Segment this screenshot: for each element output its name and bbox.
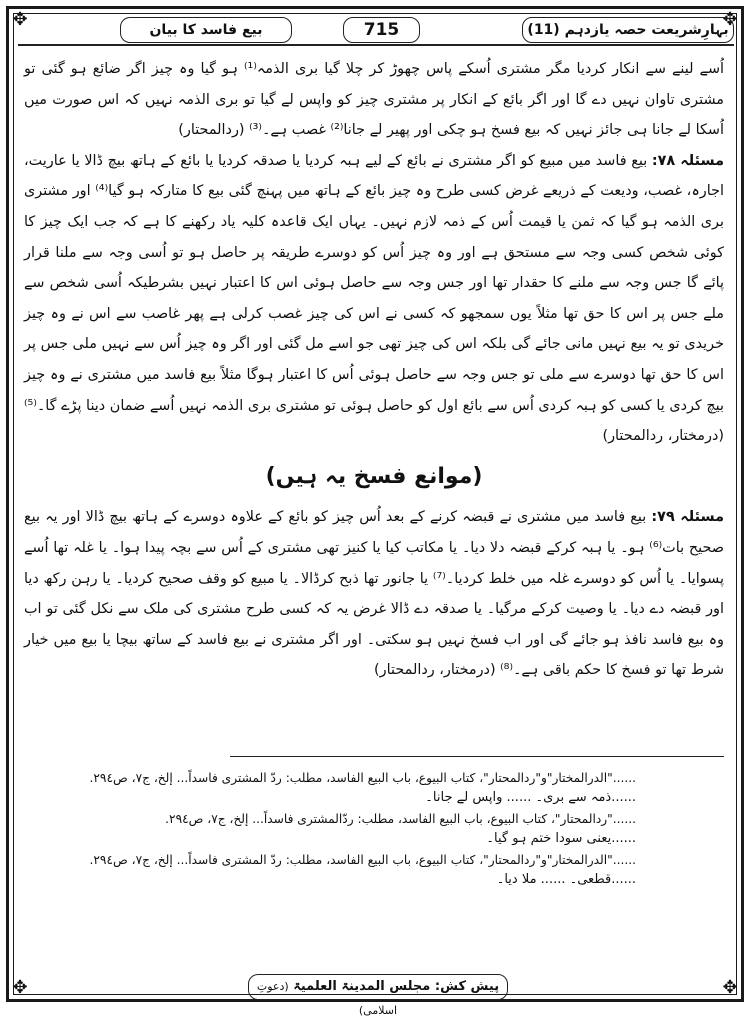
- footnote: ......ذمہ سے بری۔ ...... واپس لے جانا۔: [425, 790, 636, 806]
- main-text: [24, 54, 724, 686]
- footnote: ......"ردالمحتار"، کتاب البیوع، باب البیع الفاسد، مطلب: ردّالمشتری فاسداً... إلخ، ج۷، ص۲۹٤.: [165, 811, 636, 826]
- paragraph-text: بیع فاسد میں مبیع کو اگر مشتری نے بائع کے لیے ہبہ کردیا یا صدقہ کردیا یا بائع کے ہاتھ بیچ ڈالا یا عاریت، اجارہ، غصب، ودیعت کے ذریعے غرض کسی طرح وہ چیز بائع کے ہاتھ میں پہنچ گئی بیع کا متارکہ ہو گیا⁽⁴⁾ اور مشتری بری الذمہ ہو گیا کہ ثمن یا قیمت اُس کے ذمہ لازم نہیں۔ یہاں ایک قاعدہ کلیہ یاد رکھنے کا ہے کہ جب ایک چیز کا کوئی شخص کسی وجہ سے مستحق ہے اور وہ چیز اُس کو دوسرے طریقہ پر حاصل ہو تو اُسی وجہ سے ملنا قرار پائے گا جس وجہ سے ملنے کا حقدار تھا اور جس وجہ سے حاصل ہوئی اس کا اعتبار نہیں بشرطیکہ اُسی شخص سے ملے جس پر اس کا حق تھا مثلاً یوں سمجھو کہ کسی نے اس کی چیز غصب کرلی ہے پھر غاصب سے اس نے وہ چیز خریدی تو یہ بیع نہیں مانی جائے گی بلکہ اس کی چیز تھی جو اسے مل گئی اور اگر وہ چیز اُس سے نہیں ملی جس پر اس کا حق تھا دوسرے سے ملی تو جس وجہ سے حاصل ہوئی اُس کا اعتبار ہوگا مثلاً بیع فاسد میں مشتری نے وہ چیز بیچ کردی یا کسی کو ہبہ کردی اُس سے بائع اول کو حاصل ہوئی تو مشتری بری الذمہ نہیں اُسے ضمان دینا پڑے گا۔⁽⁵⁾ (درمختار، ردالمحتار): [24, 152, 724, 445]
- section-heading: (موانع فسخ یہ ہیں): [265, 463, 483, 489]
- page-header: [18, 17, 734, 47]
- footnote-divider: [230, 756, 724, 757]
- section-title: بیع فاسد کا بیان: [120, 17, 292, 43]
- footnote: ......قطعی۔ ...... ملا دیا۔: [496, 872, 636, 888]
- footnote: ......"الدرالمختار"و"ردالمحتار"، کتاب البیوع، باب البیع الفاسد، مطلب: ردّ المشتری فاسداً... إلخ، ج۷، ص۲۹٤.: [89, 771, 636, 785]
- footnote: ......یعنی سودا ختم ہو گیا۔: [486, 831, 636, 847]
- publisher-footer: [248, 974, 508, 1017]
- publisher-note: (دعوتِ اسلامی): [256, 980, 398, 1017]
- header-divider: [18, 44, 734, 46]
- section-heading-wrap: [24, 462, 724, 495]
- footnotes: [24, 768, 724, 890]
- corner-ornament-icon: ✥: [12, 977, 28, 998]
- paragraph-text: بیع فاسد میں مشتری نے قبضہ کرنے کے بعد اُس چیز کو بائع کے علاوہ دوسرے کے ہاتھ بیچ ڈالا اور یہ بیع صحیح بات⁽⁶⁾ ہو۔ یا ہبہ کرکے قبضہ دلا دیا۔ یا مکاتب کیا یا کنیز تھی مشتری کے اُس سے بچہ پیدا ہوا۔ یا غلہ تھا اُسے پسوایا۔ یا اُس کو دوسرے غلہ میں خلط کردیا۔⁽⁷⁾ یا جانور تھا ذبح کرڈالا۔ یا مبیع کو وقف صحیح کردیا۔ یا رہن رکھ دیا اور قبضہ دے دیا۔ یا وصیت کرکے مرگیا۔ یا صدقہ دے ڈالا غرض یہ کہ کسی طرح مشتری کی ملک سے نکل گئی تو اب وہ بیع فاسد نافذ ہو جائے گی اور اب فسخ نہیں ہو سکتی۔ اور اگر مشتری نے بیع فاسد کے ساتھ بیچا یا بیع میں خیار شرط تھا تو فسخ کا حکم باقی ہے۔⁽⁸⁾ (درمختار، ردالمحتار): [24, 509, 725, 679]
- book-part-label: بہارِشریعت حصہ یازدہم (11): [522, 17, 734, 43]
- page-number: 715: [343, 17, 420, 43]
- publisher-name: مجلس المدینۃ العلمیۃ: [293, 979, 431, 994]
- publisher-prefix: پیش کش:: [434, 979, 500, 994]
- paragraph: [24, 502, 724, 686]
- footnote: ......"الدرالمختار"و"ردالمحتار"، کتاب البیوع، باب البیع الفاسد، مطلب: ردّ المشتری فاسداً... إلخ، ج۷، ص۲۹٤.: [89, 852, 636, 867]
- masala-label: مسئلہ ۷۸:: [651, 152, 724, 169]
- corner-ornament-icon: ✥: [722, 977, 738, 998]
- paragraph: اُسے لینے سے انکار کردیا مگر مشتری اُسکے پاس چھوڑ کر چلا گیا بری الذمہ⁽¹⁾ ہو گیا وہ چیز اگر ضائع ہو گئی تو مشتری تاوان نہیں دے گا اور اگر بائع کے انکار پر مشتری چیز کو واپس لے گیا تو بری الذمہ نہیں کہ اس صورت میں اُسکا لے جانا ہی جائز نہیں کہ بیع فسخ ہو چکی اور پھیر لے جانا⁽²⁾ غصب ہے۔⁽³⁾ (ردالمحتار): [24, 61, 725, 139]
- corner-ornament-icon: ✥: [722, 9, 738, 30]
- paragraph: [24, 146, 724, 452]
- corner-ornament-icon: ✥: [12, 9, 28, 30]
- masala-label: مسئلہ ۷۹:: [651, 509, 725, 526]
